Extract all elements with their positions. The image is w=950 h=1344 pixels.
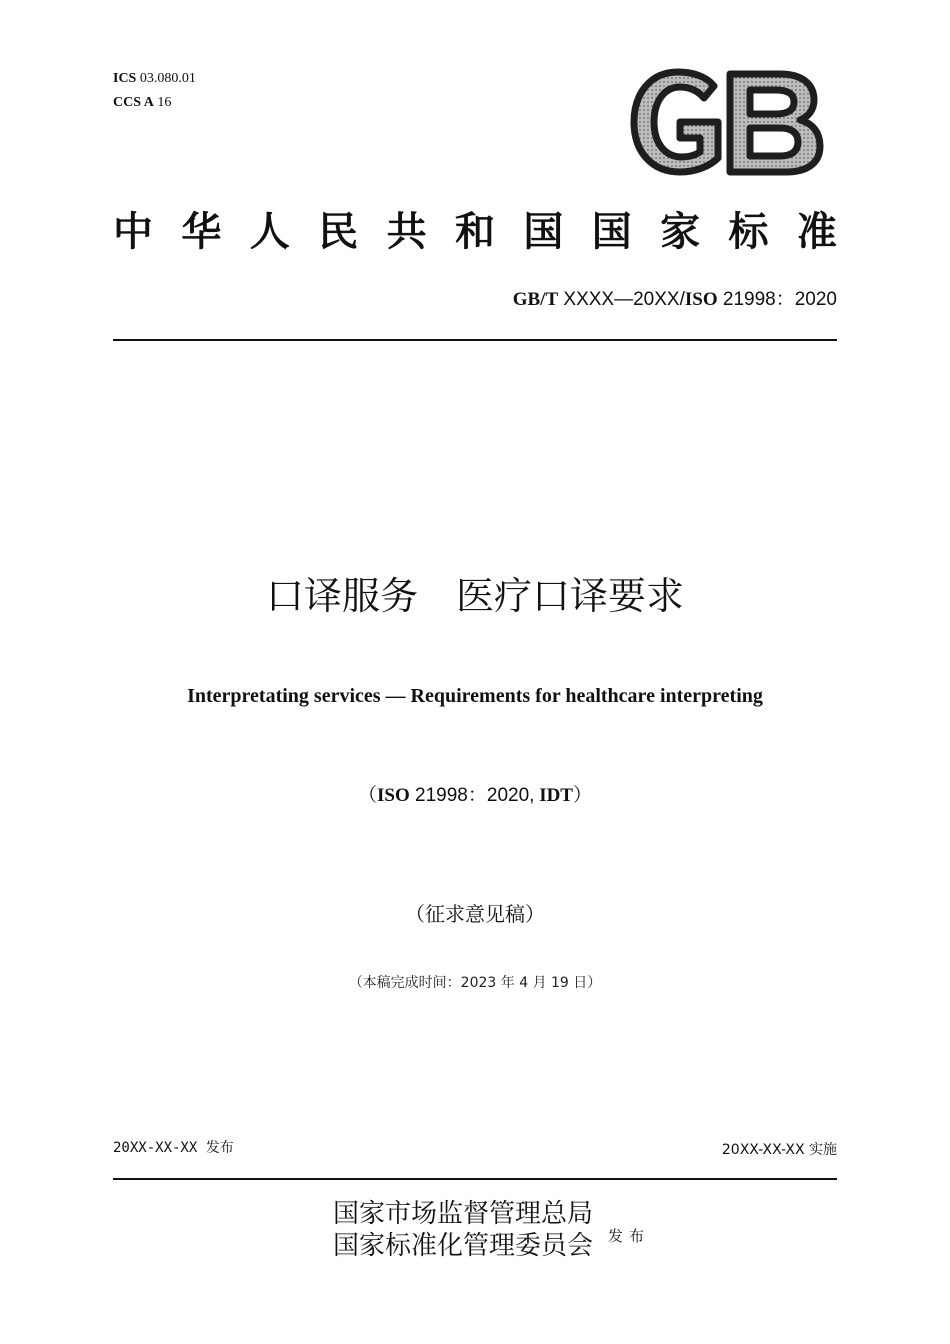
adoption-note — [0, 780, 950, 807]
adoption-open: （ — [358, 785, 378, 806]
adoption-idt: IDT — [534, 785, 573, 806]
heading-char: 民 — [318, 208, 359, 255]
heading-char: 人 — [249, 208, 290, 255]
heading-char: 国 — [523, 208, 564, 255]
publish-date: 20XX-XX-XX 发布 — [113, 1140, 234, 1156]
draft-status: （征求意见稿） — [405, 902, 545, 926]
heading-char: 华 — [181, 208, 222, 255]
ics-label: ICS — [113, 71, 137, 86]
standard-prefix: GB/T — [512, 289, 559, 310]
classification-codes — [113, 67, 196, 115]
standard-code: XXXX—20XX/ — [558, 289, 685, 310]
heading-char: 家 — [660, 208, 701, 255]
adoption-iso-label: ISO — [377, 785, 410, 806]
heading-char: 和 — [454, 208, 495, 255]
completion-date: （本稿完成时间：2023 年 4 月 19 日） — [348, 975, 602, 991]
ics-code — [113, 67, 196, 91]
issue-word: 发布 — [608, 1227, 651, 1245]
standard-number — [513, 284, 837, 311]
heading-char: 共 — [386, 208, 427, 255]
bottom-divider — [113, 1178, 837, 1180]
gb-logo — [626, 64, 826, 182]
ccs-code — [113, 91, 196, 115]
title-english: Interpretating services — Requirements for healthcare interpreting — [187, 685, 763, 707]
heading-char: 国 — [591, 208, 632, 255]
heading-char: 准 — [796, 208, 837, 255]
issuer-samr: 国家市场监督管理总局 — [333, 1199, 594, 1229]
issuing-authorities — [333, 1198, 593, 1262]
national-standard-heading — [113, 200, 837, 257]
ccs-label: CCS A — [113, 95, 154, 110]
implement-date: 20XX-XX-XX 实施 — [721, 1142, 837, 1158]
adoption-close: ） — [572, 785, 592, 806]
ccs-value: 16 — [157, 95, 172, 110]
gb-logo-icon — [626, 64, 826, 182]
iso-number: 21998：2020 — [717, 289, 837, 310]
title-chinese: 口译服务 医疗口译要求 — [265, 574, 684, 618]
ics-value: 03.080.01 — [139, 71, 196, 86]
heading-char: 标 — [728, 208, 769, 255]
adoption-iso-number: 21998：2020, — [409, 785, 535, 806]
top-divider — [113, 339, 837, 341]
iso-label: ISO — [684, 289, 718, 310]
issuer-sac: 国家标准化管理委员会 — [333, 1231, 594, 1261]
heading-char: 中 — [113, 208, 153, 255]
